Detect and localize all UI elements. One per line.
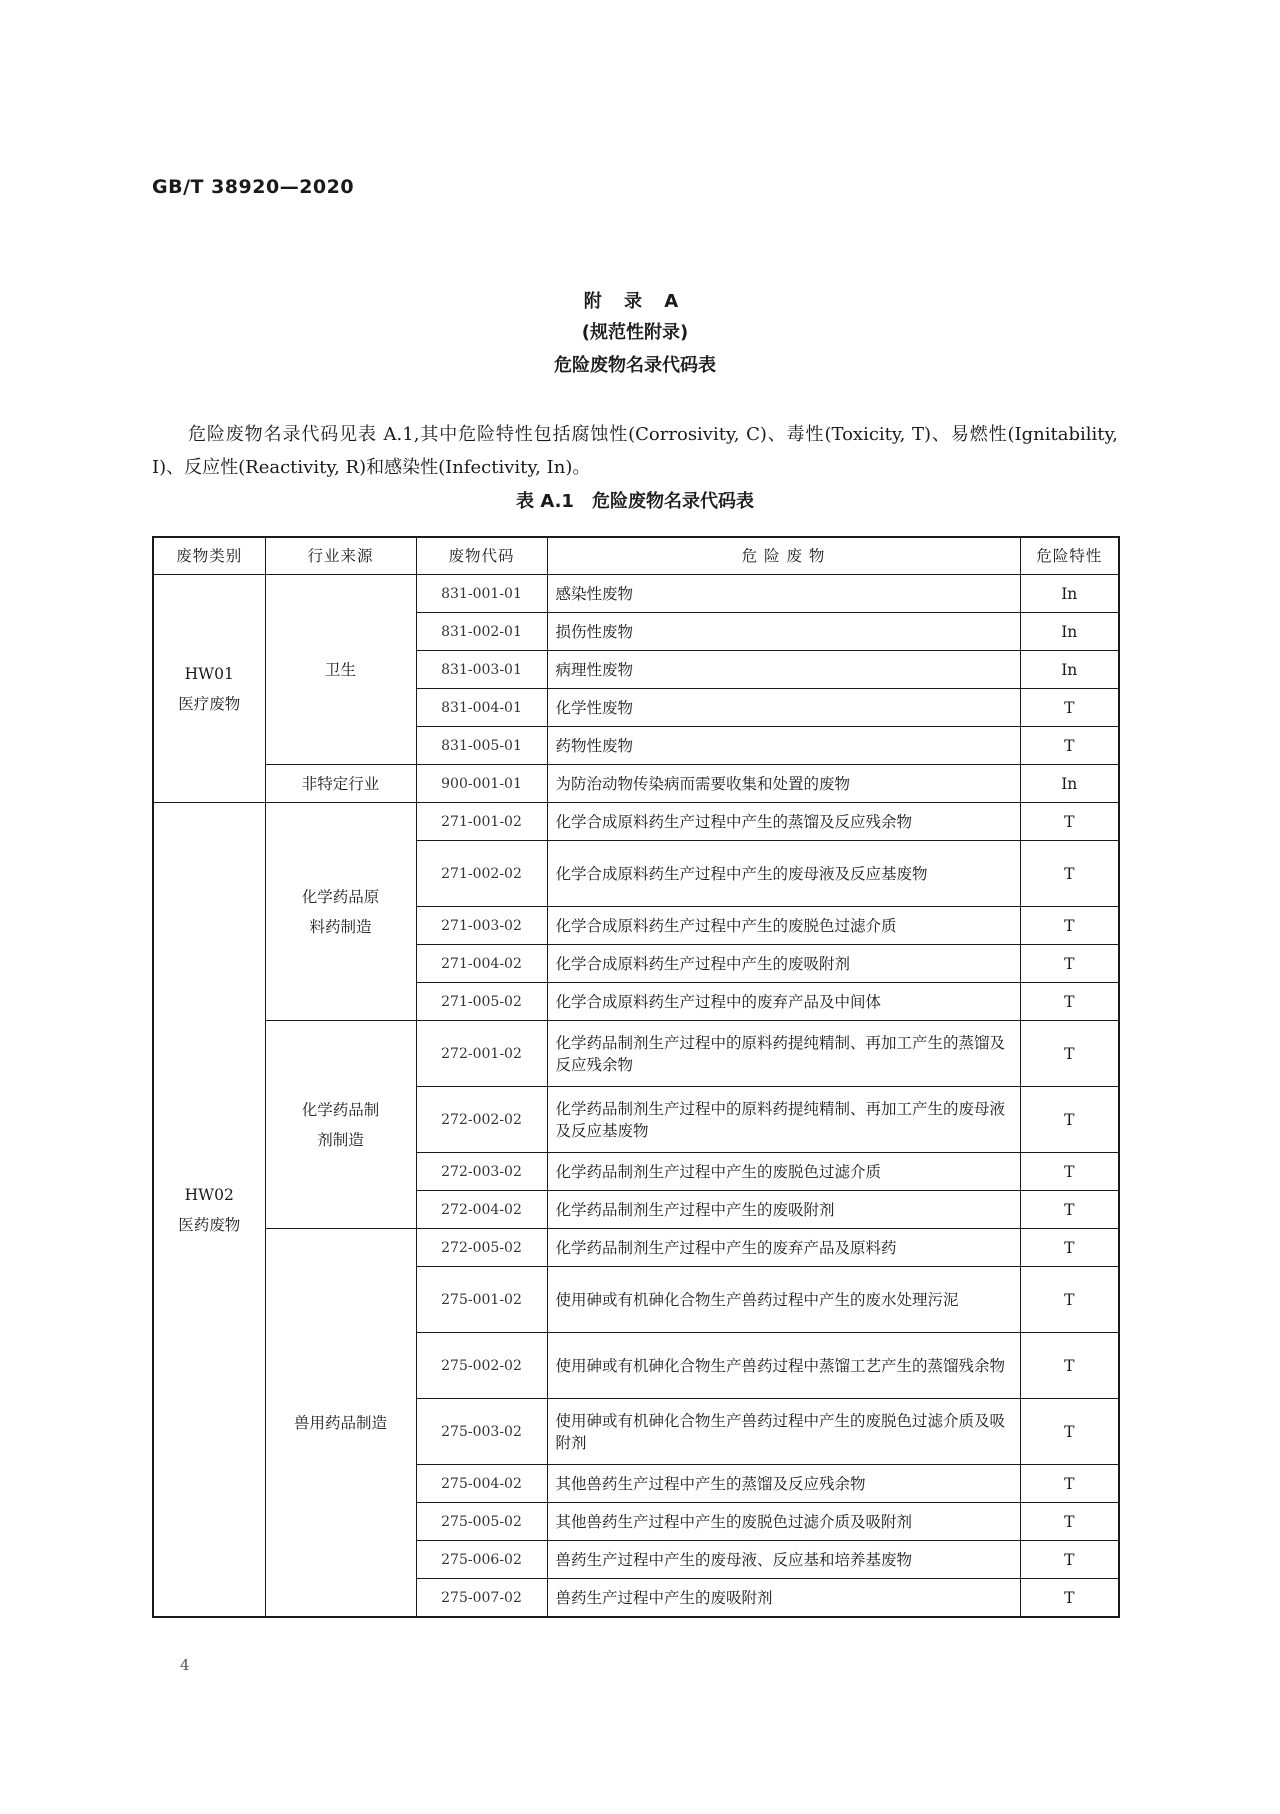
waste-code: 272-005-02 (416, 1229, 547, 1267)
waste-code: 272-002-02 (416, 1087, 547, 1153)
intro-paragraph: 危险废物名录代码见表 A.1,其中危险特性包括腐蚀性(Corrosivity, C)、毒性(Toxicity, T)、易燃性(Ignitability, I)、反应性(Reactivity, R)和感染性(Infectivity, In)。 (152, 424, 1118, 478)
waste-name: 化学药品制剂生产过程中产生的废脱色过滤介质 (547, 1153, 1020, 1191)
waste-name: 化学药品制剂生产过程中的原料药提纯精制、再加工产生的蒸馏及反应残余物 (547, 1021, 1020, 1087)
waste-name: 化学药品制剂生产过程中的原料药提纯精制、再加工产生的废母液及反应基废物 (547, 1087, 1020, 1153)
waste-code: 271-002-02 (416, 841, 547, 907)
source-cell: 非特定行业 (265, 765, 416, 803)
hazard-characteristic: T (1020, 1021, 1119, 1087)
waste-name: 使用砷或有机砷化合物生产兽药过程中蒸馏工艺产生的蒸馏残余物 (547, 1333, 1020, 1399)
hazard-characteristic: T (1020, 1579, 1119, 1618)
hazard-characteristic: T (1020, 803, 1119, 841)
waste-name: 化学合成原料药生产过程中产生的废吸附剂 (547, 945, 1020, 983)
waste-code: 271-001-02 (416, 803, 547, 841)
waste-name: 化学性废物 (547, 689, 1020, 727)
waste-name: 兽药生产过程中产生的废吸附剂 (547, 1579, 1020, 1618)
waste-code: 275-007-02 (416, 1579, 547, 1618)
category-cell-hw01 (153, 575, 265, 803)
table-row (153, 575, 1119, 613)
waste-name: 化学合成原料药生产过程中产生的废脱色过滤介质 (547, 907, 1020, 945)
waste-code: 831-002-01 (416, 613, 547, 651)
hazard-characteristic: T (1020, 1541, 1119, 1579)
waste-name: 使用砷或有机砷化合物生产兽药过程中产生的废脱色过滤介质及吸附剂 (547, 1399, 1020, 1465)
waste-name: 损伤性废物 (547, 613, 1020, 651)
waste-name: 化学合成原料药生产过程中产生的蒸馏及反应残余物 (547, 803, 1020, 841)
waste-code: 272-003-02 (416, 1153, 547, 1191)
waste-code: 272-004-02 (416, 1191, 547, 1229)
waste-name: 使用砷或有机砷化合物生产兽药过程中产生的废水处理污泥 (547, 1267, 1020, 1333)
waste-name: 感染性废物 (547, 575, 1020, 613)
category-name: 医药废物 (178, 1215, 241, 1234)
waste-code: 831-005-01 (416, 727, 547, 765)
hazard-characteristic: T (1020, 1153, 1119, 1191)
waste-code: 831-001-01 (416, 575, 547, 613)
waste-name: 化学合成原料药生产过程中的废弃产品及中间体 (547, 983, 1020, 1021)
waste-code: 831-003-01 (416, 651, 547, 689)
waste-code: 275-005-02 (416, 1503, 547, 1541)
hazard-characteristic: T (1020, 1503, 1119, 1541)
table-caption-id: 表 A.1 (516, 491, 574, 512)
waste-code: 275-004-02 (416, 1465, 547, 1503)
hazard-characteristic: In (1020, 613, 1119, 651)
category-code: HW02 (184, 1185, 234, 1204)
source-cell-text: 化学药品制剂制造 (301, 1100, 380, 1149)
source-cell (265, 1021, 416, 1229)
hazard-characteristic: T (1020, 689, 1119, 727)
hazard-characteristic: T (1020, 841, 1119, 907)
waste-code: 271-005-02 (416, 983, 547, 1021)
appendix-name: 危险废物名录代码表 (554, 355, 716, 376)
page-number: 4 (180, 1656, 190, 1674)
waste-name: 化学合成原料药生产过程中产生的废母液及反应基废物 (547, 841, 1020, 907)
waste-code: 272-001-02 (416, 1021, 547, 1087)
waste-code: 831-004-01 (416, 689, 547, 727)
header-waste: 危 险 废 物 (547, 537, 1020, 575)
hazard-characteristic: In (1020, 575, 1119, 613)
waste-name: 化学药品制剂生产过程中产生的废弃产品及原料药 (547, 1229, 1020, 1267)
waste-code: 275-001-02 (416, 1267, 547, 1333)
waste-name: 药物性废物 (547, 727, 1020, 765)
source-cell: 兽用药品制造 (265, 1229, 416, 1618)
hazard-characteristic: In (1020, 765, 1119, 803)
table-header-row (153, 537, 1119, 575)
waste-name: 其他兽药生产过程中产生的废脱色过滤介质及吸附剂 (547, 1503, 1020, 1541)
waste-name: 为防治动物传染病而需要收集和处置的废物 (547, 765, 1020, 803)
waste-name: 兽药生产过程中产生的废母液、反应基和培养基废物 (547, 1541, 1020, 1579)
category-name: 医疗废物 (178, 694, 241, 713)
hazard-characteristic: T (1020, 1465, 1119, 1503)
waste-code: 275-006-02 (416, 1541, 547, 1579)
hazard-characteristic: T (1020, 983, 1119, 1021)
hazard-characteristic: T (1020, 1399, 1119, 1465)
appendix-title: 附 录 A (583, 291, 687, 312)
hazard-characteristic: T (1020, 1267, 1119, 1333)
category-cell-hw02 (153, 803, 265, 1618)
header-code: 废物代码 (416, 537, 547, 575)
table-row (153, 1229, 1119, 1267)
header-characteristic: 危险特性 (1020, 537, 1119, 575)
header-source: 行业来源 (265, 537, 416, 575)
hazardous-waste-table (152, 536, 1120, 1618)
waste-code: 275-002-02 (416, 1333, 547, 1399)
source-cell (265, 803, 416, 1021)
hazard-characteristic: T (1020, 945, 1119, 983)
hazard-characteristic: T (1020, 1191, 1119, 1229)
header-category: 废物类别 (153, 537, 265, 575)
waste-code: 271-003-02 (416, 907, 547, 945)
table-row (153, 765, 1119, 803)
standard-code: GB/T 38920—2020 (152, 176, 355, 198)
table-row (153, 1021, 1119, 1087)
table-caption-title: 危险废物名录代码表 (591, 491, 754, 512)
table-row (153, 803, 1119, 841)
waste-code: 900-001-01 (416, 765, 547, 803)
category-code: HW01 (184, 664, 234, 683)
waste-name: 化学药品制剂生产过程中产生的废吸附剂 (547, 1191, 1020, 1229)
hazard-characteristic: T (1020, 1333, 1119, 1399)
source-cell: 卫生 (265, 575, 416, 765)
hazard-characteristic: T (1020, 1229, 1119, 1267)
hazard-characteristic: T (1020, 1087, 1119, 1153)
source-cell-text: 化学药品原料药制造 (301, 887, 380, 936)
hazard-characteristic: In (1020, 651, 1119, 689)
waste-code: 271-004-02 (416, 945, 547, 983)
waste-code: 275-003-02 (416, 1399, 547, 1465)
hazard-characteristic: T (1020, 727, 1119, 765)
appendix-subtitle: (规范性附录) (581, 322, 689, 343)
waste-name: 其他兽药生产过程中产生的蒸馏及反应残余物 (547, 1465, 1020, 1503)
waste-name: 病理性废物 (547, 651, 1020, 689)
table-caption (0, 487, 1270, 513)
hazard-characteristic: T (1020, 907, 1119, 945)
